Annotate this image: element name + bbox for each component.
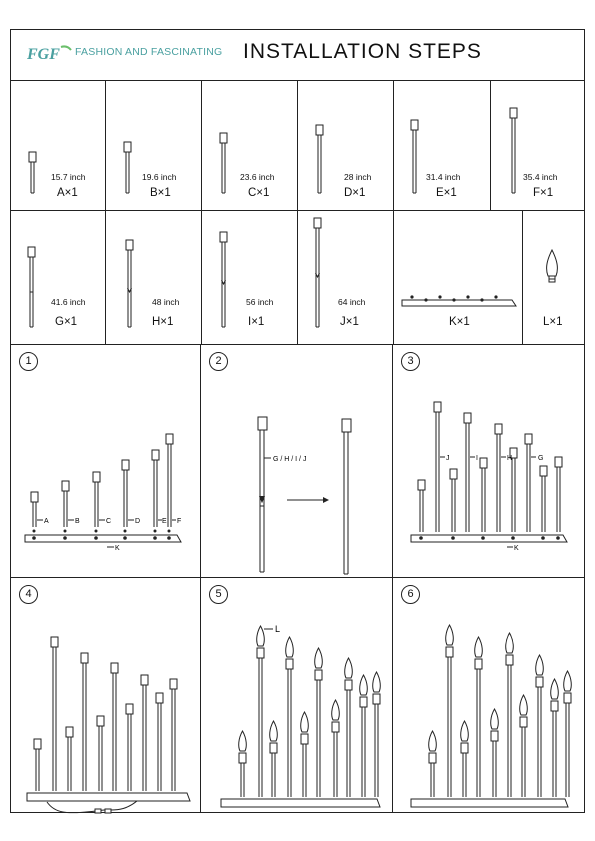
candle-cap [239, 753, 246, 763]
part-qty: B×1 [150, 187, 171, 199]
step-number: 2 [209, 352, 228, 371]
part-cell-i [202, 210, 298, 344]
bulb-icon [270, 721, 278, 741]
label-h: H [507, 455, 513, 462]
bulb-icon [286, 637, 294, 657]
step-number: 3 [401, 352, 420, 371]
arrow-right-icon [323, 497, 329, 503]
steps-row-2 [11, 577, 584, 812]
step-number: 5 [209, 585, 228, 604]
part-length: 31.4 inch [426, 172, 461, 182]
candle-cap [520, 717, 527, 727]
label-b: B [75, 518, 80, 525]
part-qty: H×1 [152, 316, 174, 328]
step-1-panel [11, 344, 201, 577]
header [11, 30, 584, 81]
step-3-diagram [393, 344, 584, 577]
part-qty: G×1 [55, 316, 78, 328]
candle-cap [475, 659, 482, 669]
part-qty: I×1 [248, 316, 265, 328]
page-title: INSTALLATION STEPS [243, 40, 482, 63]
candle-cap [257, 648, 264, 658]
part-cell-l [523, 210, 584, 344]
part-qty: C×1 [248, 187, 270, 199]
bulb-icon [506, 633, 514, 653]
bulb-icon [429, 731, 437, 751]
part-cell-j [298, 210, 394, 344]
step-number: 4 [19, 585, 38, 604]
part-qty: J×1 [340, 316, 359, 328]
candle-cap [286, 659, 293, 669]
step-5-diagram [201, 577, 393, 812]
label-c: C [106, 518, 112, 525]
part-length: 64 inch [338, 297, 366, 307]
label-g: G [538, 455, 544, 462]
candle-cap [360, 697, 367, 707]
part-length: 56 inch [246, 297, 274, 307]
step-1-diagram [11, 344, 201, 577]
part-qty: F×1 [533, 187, 554, 199]
bulb-icon [345, 658, 353, 678]
part-length: 35.4 inch [523, 172, 558, 182]
bulb-icon [315, 648, 323, 668]
candle-cap [536, 677, 543, 687]
part-qty: K×1 [449, 316, 470, 328]
candle-cap [315, 670, 322, 680]
instruction-sheet [10, 29, 585, 813]
part-length: 23.6 inch [240, 172, 275, 182]
bulb-icon [520, 695, 528, 715]
label-f: F [177, 518, 182, 525]
label-ghij: G / H / I / J [273, 456, 307, 463]
bulb-icon [461, 721, 469, 741]
label-e: E [162, 518, 167, 525]
label-i: I [476, 455, 478, 462]
part-cell-c [202, 80, 298, 210]
power-cord-icon [47, 801, 137, 813]
step-6-panel [393, 577, 584, 812]
candle-cap [301, 734, 308, 744]
part-qty: A×1 [57, 187, 78, 199]
part-qty: L×1 [543, 316, 563, 328]
part-length: 41.6 inch [51, 297, 86, 307]
part-cell-f [491, 80, 584, 210]
logo-text: FGF [27, 46, 60, 63]
step-number: 1 [19, 352, 38, 371]
step-2-diagram [201, 344, 393, 577]
candle-cap [446, 647, 453, 657]
part-length: 15.7 inch [51, 172, 86, 182]
parts-row-2 [11, 210, 584, 345]
bulb-icon [536, 655, 544, 675]
label-j: J [446, 455, 450, 462]
part-cell-k [394, 210, 523, 344]
label-k: K [115, 545, 120, 552]
step-2-panel [201, 344, 393, 577]
bulb-icon [360, 675, 368, 695]
bulb-icon [491, 709, 499, 729]
candle-cap [491, 731, 498, 741]
part-cell-e [394, 80, 491, 210]
candle-cap [429, 753, 436, 763]
bulb-icon [257, 626, 265, 646]
step-3-panel [393, 344, 584, 577]
step-4-diagram [11, 577, 201, 812]
candle-cap [332, 722, 339, 732]
label-d: D [135, 518, 141, 525]
bulb-icon [475, 637, 483, 657]
label-l: L [275, 624, 281, 634]
candle-cap [506, 655, 513, 665]
bulb-icon [446, 625, 454, 645]
bulb-icon [332, 700, 340, 720]
part-length: 28 inch [344, 172, 372, 182]
bulb-icon [564, 671, 572, 691]
candle-cap [461, 743, 468, 753]
step-5-panel [201, 577, 393, 812]
candle-cap [564, 693, 571, 703]
part-length: 19.6 inch [142, 172, 177, 182]
brand-name: FASHION AND FASCINATING [75, 46, 223, 58]
part-cell-g [11, 210, 106, 344]
step-6-diagram [393, 577, 584, 812]
bulb-icon [373, 672, 381, 692]
part-length: 48 inch [152, 297, 180, 307]
steps-row-1 [11, 344, 584, 578]
part-qty: D×1 [344, 187, 366, 199]
bulb-icon [239, 731, 247, 751]
bulb-icon [551, 679, 559, 699]
bulb-icon [301, 712, 309, 732]
brand-logo-icon [25, 42, 75, 66]
candle-cap [551, 701, 558, 711]
label-a: A [44, 518, 49, 525]
part-cell-a [11, 80, 106, 210]
candle-cap [270, 743, 277, 753]
candle-cap [345, 680, 352, 690]
part-cell-d [298, 80, 394, 210]
parts-row-1 [11, 80, 584, 211]
candle-cap [373, 694, 380, 704]
step-number: 6 [401, 585, 420, 604]
label-k: K [514, 545, 519, 552]
part-cell-b [106, 80, 202, 210]
part-cell-h [106, 210, 202, 344]
step-4-panel [11, 577, 201, 812]
part-qty: E×1 [436, 187, 457, 199]
